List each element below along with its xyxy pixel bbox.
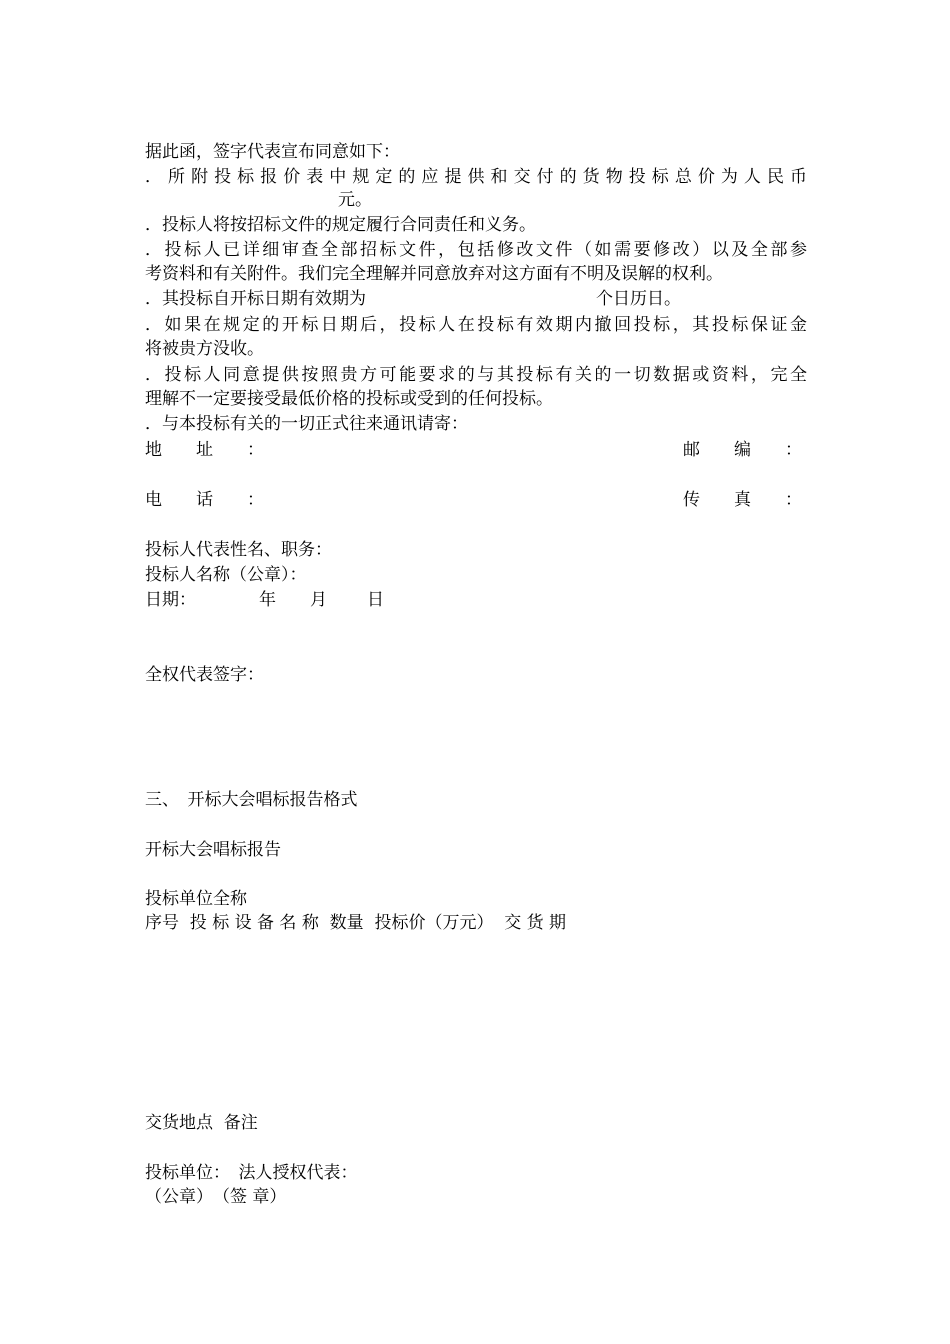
item6-line2: 理解不一定要接受最低价格的投标或受到的任何投标。 <box>145 389 553 409</box>
date-month: 月 <box>310 590 327 610</box>
intro-line: 据此函，签字代表宣布同意如下： <box>145 142 400 162</box>
date-year: 年 <box>259 590 276 610</box>
phone-label: 电 话 ： <box>145 490 264 510</box>
unit-and-rep-label: 投标单位： 法人授权代表： <box>145 1163 358 1183</box>
item5-line1: ．如果在规定的开标日期后，投标人在投标有效期内撤回投标，其投标保证金 <box>145 315 807 335</box>
report-title: 开标大会唱标报告 <box>145 840 281 860</box>
section3-heading: 三、 开标大会唱标报告格式 <box>145 790 358 810</box>
item4-part-b: 个日历日。 <box>596 289 681 309</box>
item1-line1: ．所附投标报价表中规定的应提供和交付的货物投标总价为人民币 <box>145 167 807 187</box>
item2-line: ．投标人将按招标文件的规定履行合同责任和义务。 <box>145 215 536 235</box>
item3-line2: 考资料和有关附件。我们完全理解并同意放弃对这方面有不明及误解的权利。 <box>145 264 723 284</box>
item7-line: ．与本投标有关的一切正式往来通讯请寄： <box>145 414 468 434</box>
report-table-header: 序号 投 标 设 备 名 称 数量 投标价（万元） 交 货 期 <box>145 913 567 933</box>
fax-label: 传 真 ： <box>683 490 802 510</box>
delivery-notes-label: 交货地点 备注 <box>145 1113 258 1133</box>
item1-line2: 元。 <box>338 190 372 210</box>
postcode-label: 邮 编 ： <box>683 440 802 460</box>
date-label: 日期： <box>145 590 196 610</box>
item6-line1: ．投标人同意提供按照贵方可能要求的与其投标有关的一切数据或资料，完全 <box>145 365 807 385</box>
address-label: 地 址 ： <box>145 440 264 460</box>
bidder-name-label: 投标人名称（公章）： <box>145 565 307 585</box>
item3-line1: ．投标人已详细审查全部招标文件，包括修改文件（如需要修改）以及全部参 <box>145 240 807 260</box>
bidder-fullname-label: 投标单位全称 <box>145 889 247 909</box>
item4-part-a: ．其投标自开标日期有效期为 <box>145 289 366 309</box>
rep-name-label: 投标人代表性名、职务： <box>145 540 332 560</box>
item5-line2: 将被贵方没收。 <box>145 339 264 359</box>
date-day: 日 <box>367 590 384 610</box>
authorized-signature-label: 全权代表签字： <box>145 665 264 685</box>
seals-label: （公章） （签 章） <box>145 1187 287 1207</box>
